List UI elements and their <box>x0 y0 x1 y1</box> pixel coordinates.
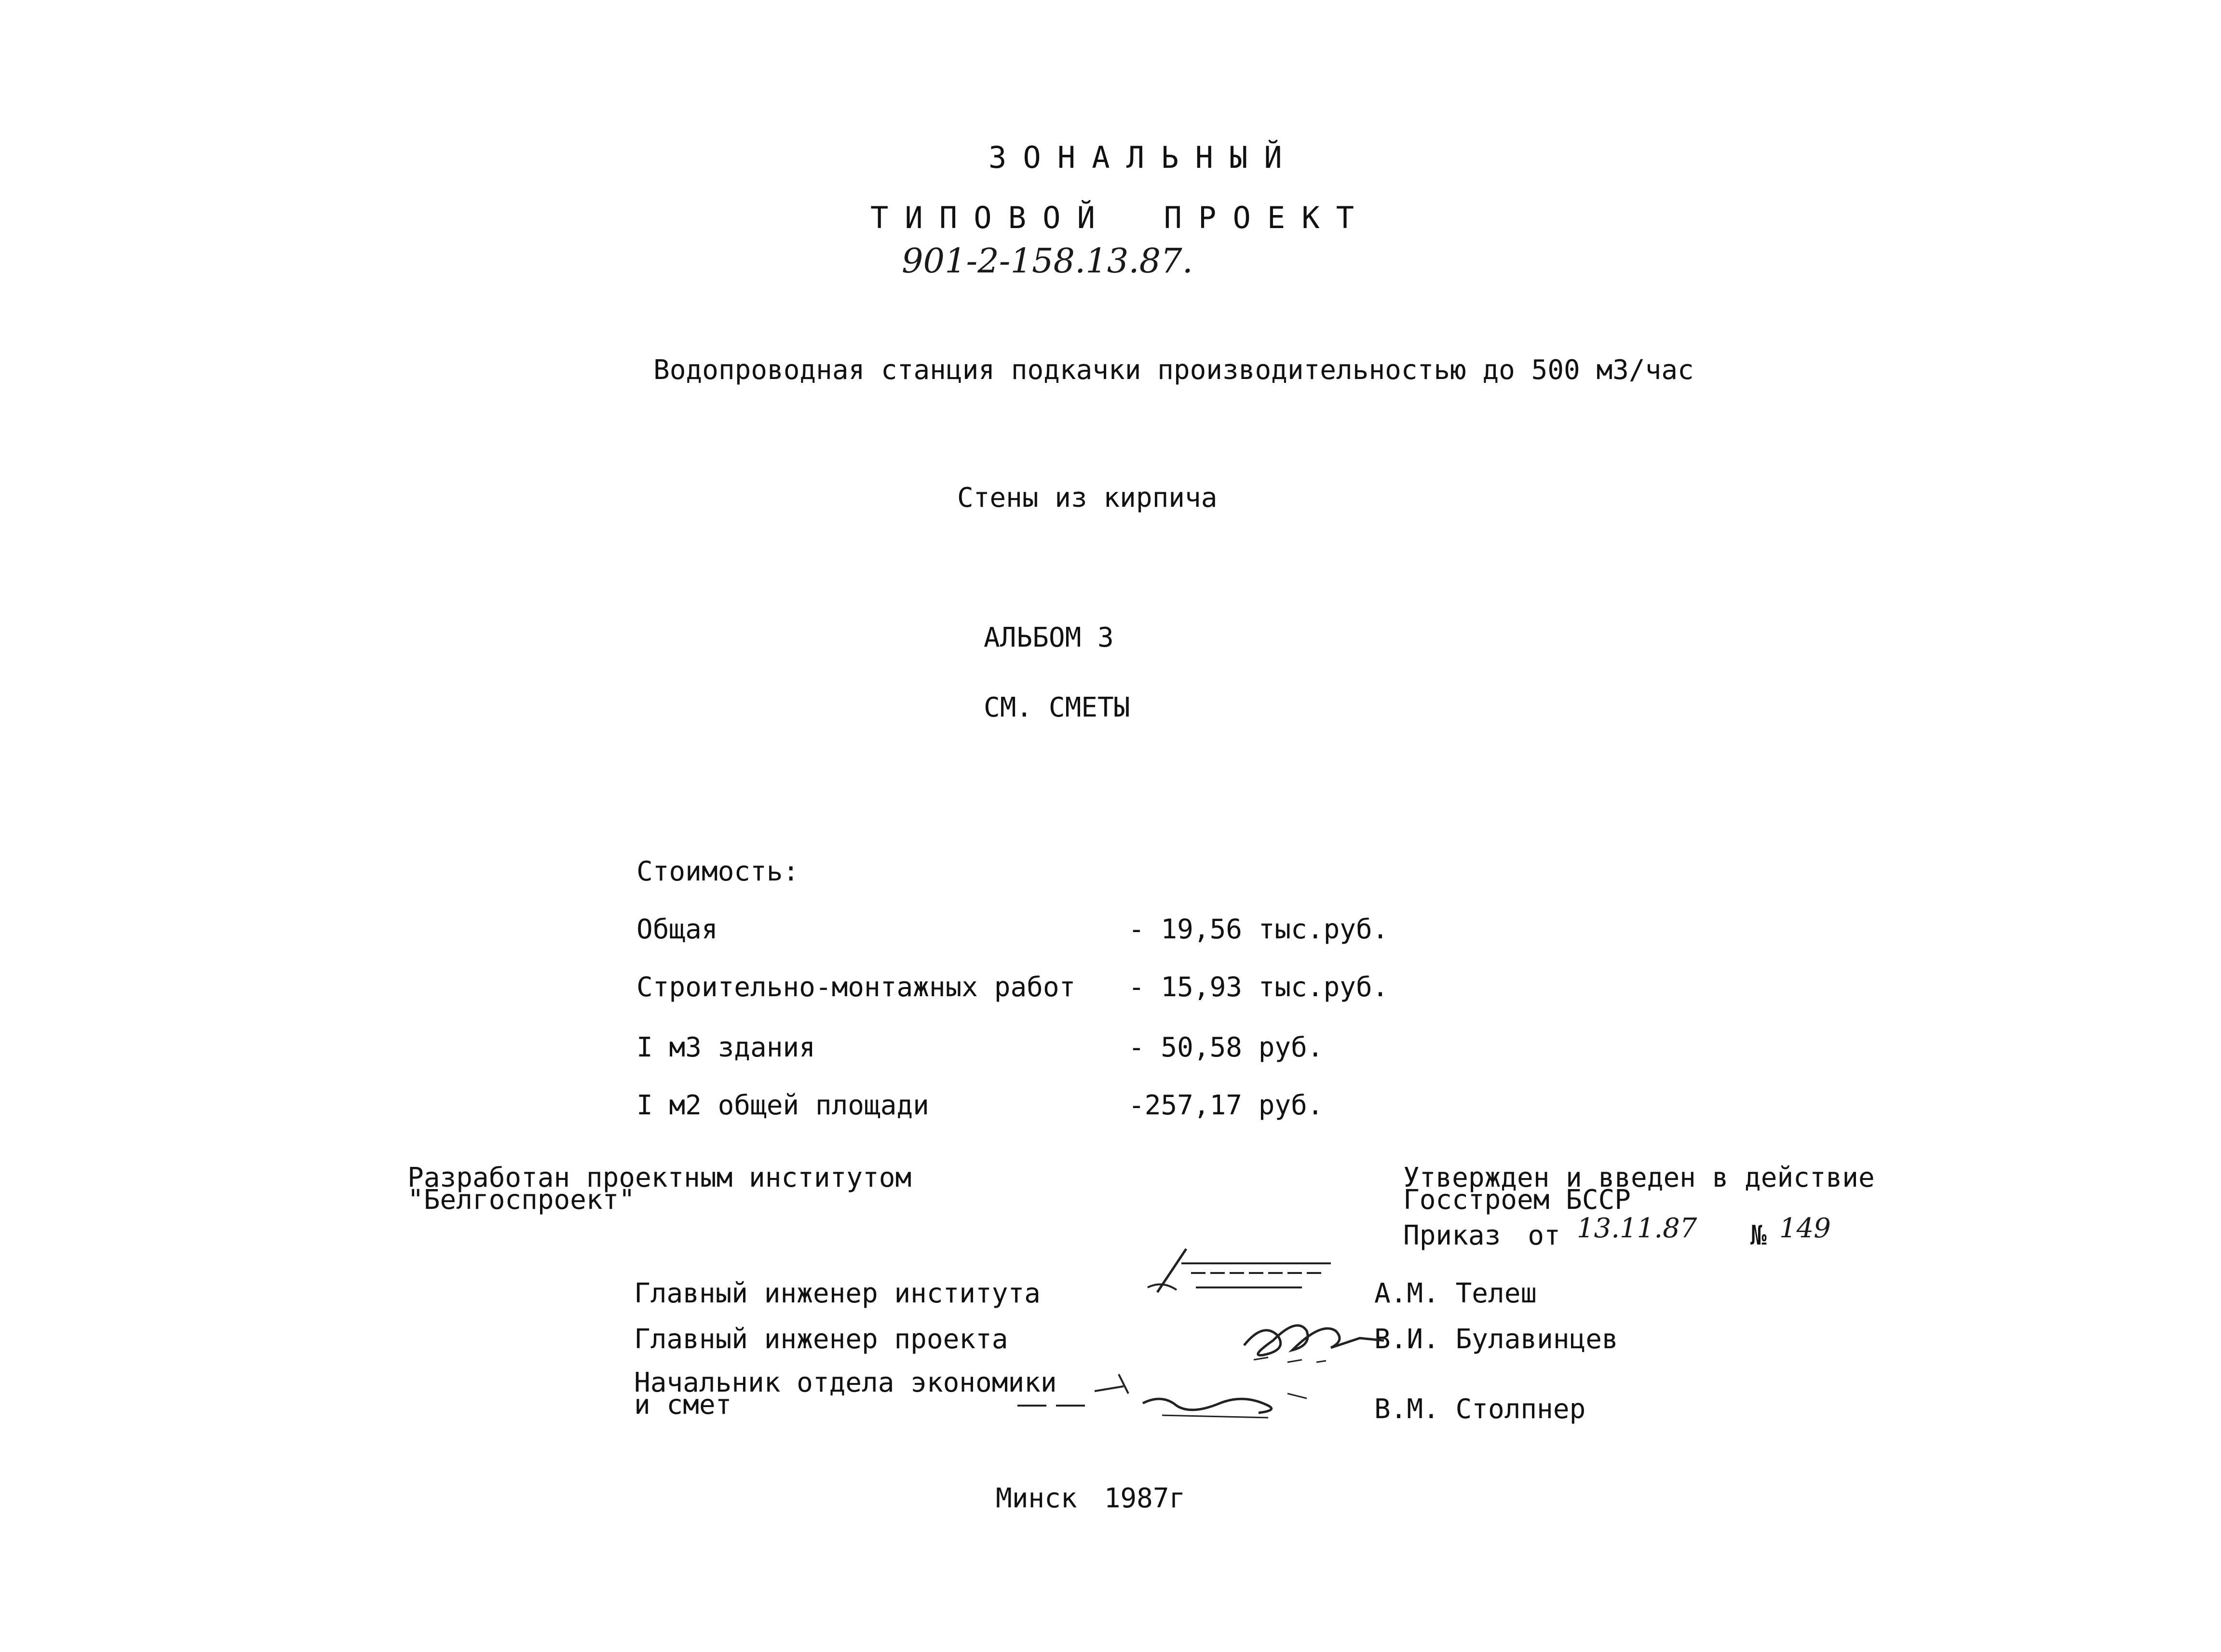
cost-label-per-m2: I м2 общей площади <box>637 1090 929 1121</box>
header-line-2: ТИПОВОЙ ПРОЕКТ <box>870 200 1371 235</box>
developer-line-2: "Белгоспроект" <box>407 1184 636 1216</box>
signatory-position-1: Главный инженер института <box>634 1278 1041 1309</box>
cost-value-total: - 19,56 тыс.руб. <box>1128 914 1389 945</box>
approval-number-label: № <box>1750 1220 1767 1251</box>
cost-label-construction: Строительно-монтажных работ <box>637 972 1076 1003</box>
cost-label-total: Общая <box>637 914 718 945</box>
signature-1-icon <box>1128 1244 1350 1312</box>
document-title: Водопроводная станция подкачки производительностью до 500 м3/час <box>653 354 1694 386</box>
header-line-1: ЗОНАЛЬНЫЙ <box>989 140 1299 175</box>
developer-line-1: Разработан проектным институтом <box>407 1162 912 1193</box>
signatory-position-3-line-2: и смет <box>634 1389 732 1421</box>
signature-3-icon <box>1017 1360 1316 1432</box>
signatory-name-2: В.И. Булавинцев <box>1374 1324 1618 1355</box>
signature-2-icon <box>1234 1302 1389 1369</box>
cost-value-construction: - 15,93 тыс.руб. <box>1128 972 1389 1003</box>
signatory-name-1: А.М. Телеш <box>1374 1278 1537 1309</box>
album-content: СМ. СМЕТЫ <box>984 692 1130 723</box>
approval-order-label: Приказ от <box>1403 1220 1560 1251</box>
footer-place-year: Минск 1987г <box>996 1483 1186 1514</box>
project-number: 901-2-158.13.87. <box>902 241 1193 281</box>
approval-line-2: Госстроем БССР <box>1403 1184 1631 1216</box>
approval-order-number: 149 <box>1779 1213 1831 1244</box>
cost-value-per-m2: -257,17 руб. <box>1128 1090 1324 1121</box>
approval-order-date: 13.11.87 <box>1577 1213 1697 1244</box>
signatory-position-3-line-1: Начальник отдела экономики <box>634 1367 1057 1398</box>
cost-value-per-m3: - 50,58 руб. <box>1128 1032 1324 1063</box>
signatory-position-2: Главный инженер проекта <box>634 1324 1008 1355</box>
album-number: АЛЬБОМ 3 <box>984 622 1114 653</box>
document-subtitle: Стены из кирпича <box>957 482 1218 514</box>
signatory-name-3: В.М. Столпнер <box>1374 1394 1586 1425</box>
cost-heading: Стоимость: <box>637 856 799 887</box>
cost-label-per-m3: I м3 здания <box>637 1032 815 1063</box>
approval-line-1: Утвержден и введен в действие <box>1403 1162 1875 1193</box>
